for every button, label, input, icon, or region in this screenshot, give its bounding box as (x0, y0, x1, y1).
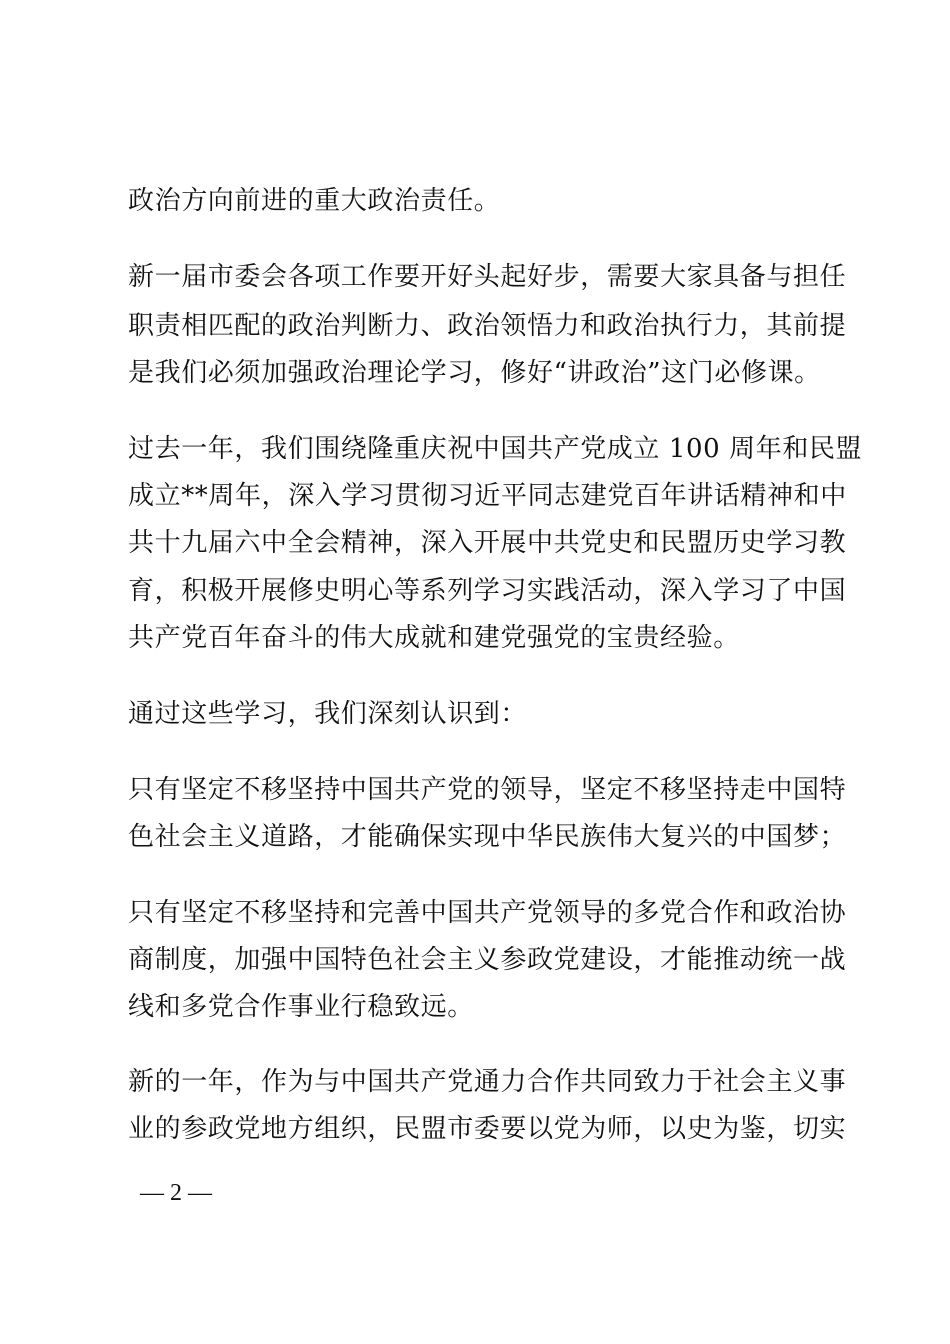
text-line: 育，积极开展修史明心等系列学习实践活动，深入学习了中国 (128, 576, 847, 606)
text-line: 共产党百年奋斗的伟大成就和建党强党的宝贵经验。 (128, 623, 740, 653)
text-line: 业的参政党地方组织，民盟市委要以党为师，以史为鉴，切实 (128, 1114, 847, 1144)
text-line: 共十九届六中全会精神，深入开展中共党史和民盟历史学习教 (128, 528, 847, 558)
text-line: 政治方向前进的重大政治责任。 (128, 186, 501, 216)
text-line: 只有坚定不移坚持中国共产党的领导，坚定不移坚持走中国特 (128, 775, 847, 805)
text-line: 商制度，加强中国特色社会主义参政党建设，才能推动统一战 (128, 945, 847, 975)
text-line: 色社会主义道路，才能确保实现中华民族伟大复兴的中国梦； (128, 822, 847, 852)
text-line: 新一届市委会各项工作要开好头起好步，需要大家具备与担任 (128, 262, 847, 292)
text-line: 通过这些学习，我们深刻认识到： (128, 699, 528, 729)
text-line: 过去一年，我们围绕隆重庆祝中国共产党成立 100 周年和民盟 (128, 434, 863, 464)
text-line: 只有坚定不移坚持和完善中国共产党领导的多党合作和政治协 (128, 898, 847, 928)
text-line: 成立**周年，深入学习贯彻习近平同志建党百年讲话精神和中 (128, 481, 847, 511)
text-line: 线和多党合作事业行稳致远。 (128, 992, 474, 1022)
text-line: 职责相匹配的政治判断力、政治领悟力和政治执行力，其前提 (128, 311, 847, 341)
text-line: 是我们必须加强政治理论学习，修好“讲政治”这门必修课。 (128, 358, 821, 388)
page-number: — 2 — (140, 1180, 212, 1206)
text-line: 新的一年，作为与中国共产党通力合作共同致力于社会主义事 (128, 1067, 847, 1097)
